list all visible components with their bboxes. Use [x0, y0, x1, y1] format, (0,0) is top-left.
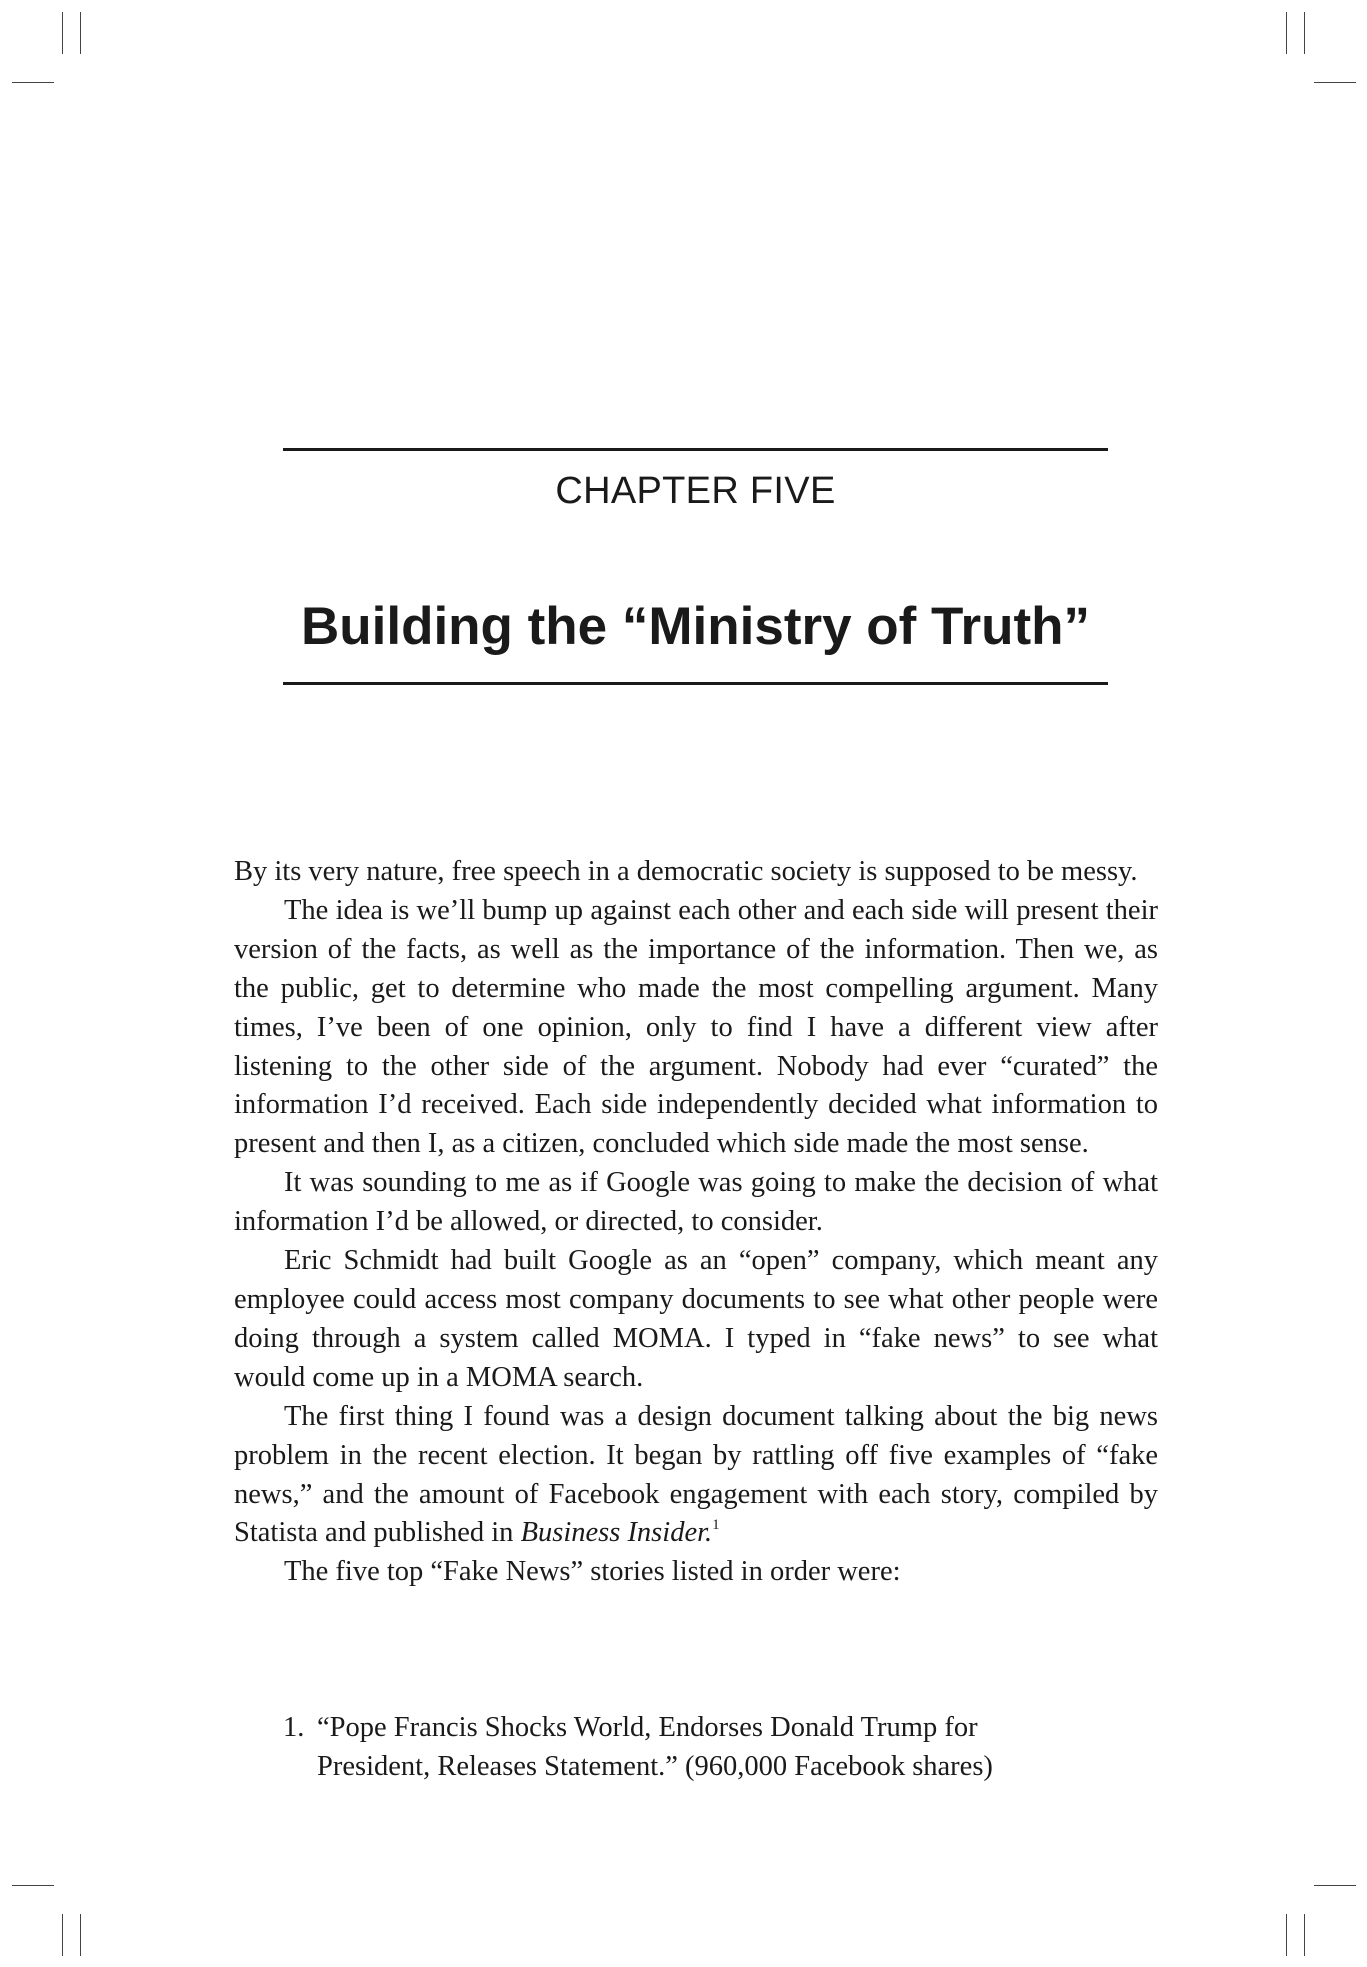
crop-mark [62, 1914, 63, 1956]
paragraph: The five top “Fake News” stories listed in order were: [284, 1556, 901, 1588]
footnote-marker: 1 [712, 1517, 720, 1534]
crop-mark [1286, 1914, 1287, 1956]
list-item-number: 1. [283, 1712, 305, 1743]
crop-mark [1304, 1914, 1305, 1956]
body-text [234, 853, 1158, 1592]
chapter-top-rule [283, 448, 1108, 451]
crop-mark [80, 12, 81, 54]
fake-news-list [283, 1709, 1083, 1787]
chapter-title: Building the “Ministry of Truth” [300, 597, 1091, 656]
crop-mark [12, 82, 54, 83]
publication-title: Business Insider. [520, 1517, 713, 1549]
list-item [283, 1709, 1083, 1787]
crop-mark [1304, 12, 1305, 54]
paragraph [234, 1398, 1158, 1554]
paragraph: By its very nature, free speech in a democratic society is supposed to be messy. [234, 856, 1138, 887]
paragraph-text: The first thing I found was a design document talking about the big news problem in the recent election. It began by rattling off five examples of “fake news,” and the amount of Facebook engagement with each story, compiled by Statista and published in [234, 1400, 1158, 1549]
chapter-label: CHAPTER FIVE [555, 470, 836, 512]
crop-mark [80, 1914, 81, 1956]
list-item-text: “Pope Francis Shocks World, Endorses Donald Trump for President, Releases Statement.” (960,000 Facebook shares) [317, 1712, 993, 1782]
crop-mark [1314, 1885, 1356, 1886]
paragraph: It was sounding to me as if Google was going to make the decision of what information I’d be allowed, or directed, to consider. [234, 1167, 1158, 1238]
crop-mark [1314, 82, 1356, 83]
crop-mark [1286, 12, 1287, 54]
paragraph: Eric Schmidt had built Google as an “open” company, which meant any employee could access most company documents to see what other people were doing through a system called MOMA. I typed in “fake news” to see what would come up in a MOMA search. [234, 1245, 1158, 1393]
chapter-bottom-rule [283, 682, 1108, 685]
paragraph: The idea is we’ll bump up against each other and each side will present their version of the facts, as well as the importance of the information. Then we, as the public, get to determine who made the most compelling argument. Many times, I’ve been of one opinion, only to find I have a different view after listening to the other side of the argument. Nobody had ever “curated” the information I’d received. Each side independently decided what information to present and then I, as a citizen, concluded which side made the most sense. [234, 894, 1158, 1160]
crop-mark [62, 12, 63, 54]
crop-mark [12, 1885, 54, 1886]
